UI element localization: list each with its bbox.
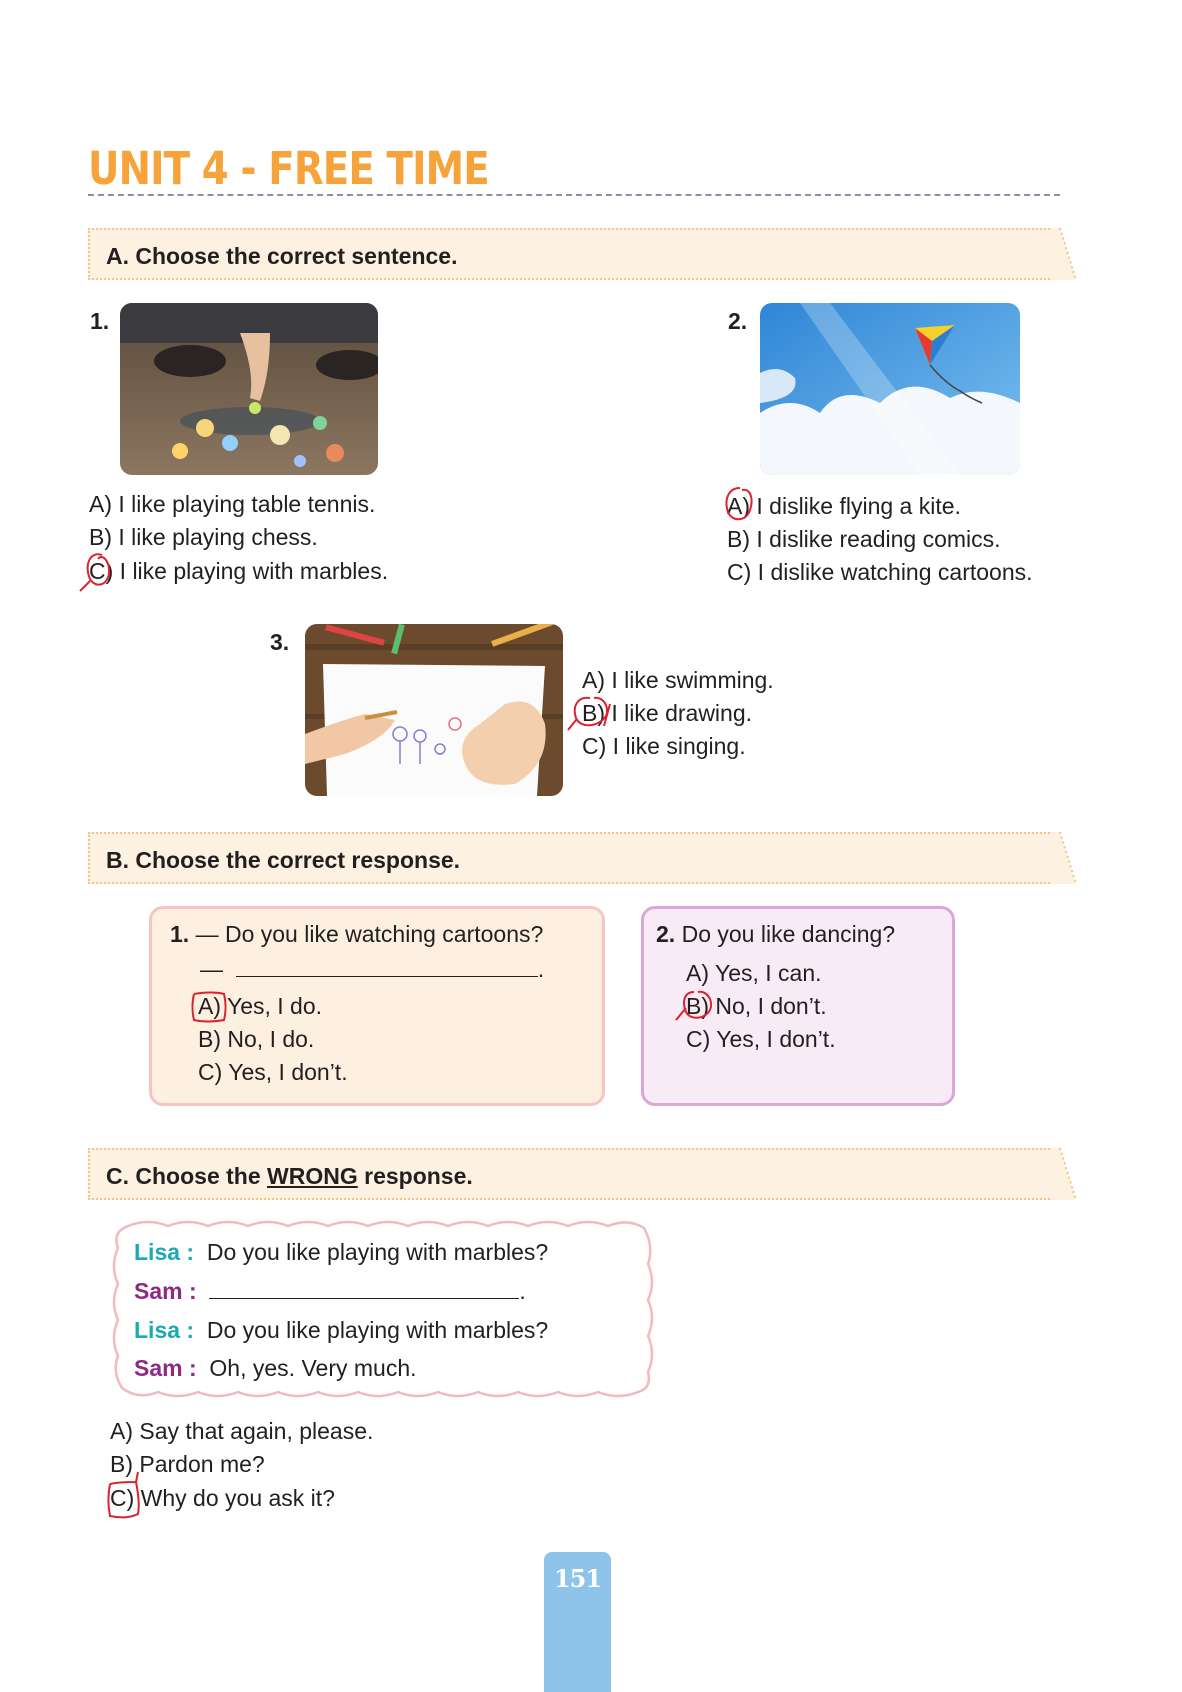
c-option-a[interactable]: A) Say that again, please. [110,1418,374,1444]
section-c-title: C. Choose the WRONG response. [106,1163,473,1189]
marbles-photo [120,303,378,475]
title-divider [88,194,1060,196]
unit-title: UNIT 4 - FREE TIME [88,142,489,195]
question-number: 3. [270,629,290,655]
b1-question: 1. — Do you like watching cartoons? [170,921,544,947]
dialogue-line-1: Lisa : Do you like playing with marbles? [134,1239,549,1265]
a1-option-a[interactable]: A) I like playing table tennis. [89,491,376,517]
dialogue-line-2[interactable]: Sam : . [134,1278,526,1304]
a3-option-c[interactable]: C) I like singing. [582,733,746,759]
a2-option-b[interactable]: B) I dislike reading comics. [727,526,1001,552]
dialogue-line-4: Sam : Oh, yes. Very much. [134,1355,417,1381]
c-option-b[interactable]: B) Pardon me? [110,1451,265,1477]
b2-option-c[interactable]: C) Yes, I don’t. [686,1026,836,1052]
b1-answer-blank[interactable]: — . [200,956,545,982]
b2-option-b[interactable]: B) No, I don’t. [686,993,827,1019]
page-number-tab [544,1552,611,1692]
a3-option-b[interactable]: B) I like drawing. [582,700,753,726]
b1-option-a[interactable]: A) Yes, I do. [198,993,323,1019]
drawing-photo [305,624,563,796]
b1-option-b[interactable]: B) No, I do. [198,1026,315,1052]
dialogue-line-3: Lisa : Do you like playing with marbles? [134,1317,549,1343]
section-a-title: A. Choose the correct sentence. [106,243,458,269]
b1-option-c[interactable]: C) Yes, I don’t. [198,1059,348,1085]
kite-sky-photo [760,303,1020,475]
c-option-c[interactable]: C) Why do you ask it? [110,1485,335,1511]
section-c-header [88,1148,1054,1200]
section-a-header [88,228,1054,280]
a3-option-a[interactable]: A) I like swimming. [582,667,774,693]
a2-option-c[interactable]: C) I dislike watching cartoons. [727,559,1033,585]
b2-option-a[interactable]: A) Yes, I can. [686,960,822,986]
question-number: 2. [728,308,748,334]
section-b-header [88,832,1054,884]
page-number: 151 [553,1564,602,1593]
a1-option-b[interactable]: B) I like playing chess. [89,524,318,550]
a2-option-a[interactable]: A) I dislike flying a kite. [727,493,961,519]
b2-question: 2. Do you like dancing? [656,921,896,947]
question-number: 1. [90,308,110,334]
section-b-title: B. Choose the correct response. [106,847,461,873]
a1-option-c[interactable]: C) I like playing with marbles. [89,558,389,584]
